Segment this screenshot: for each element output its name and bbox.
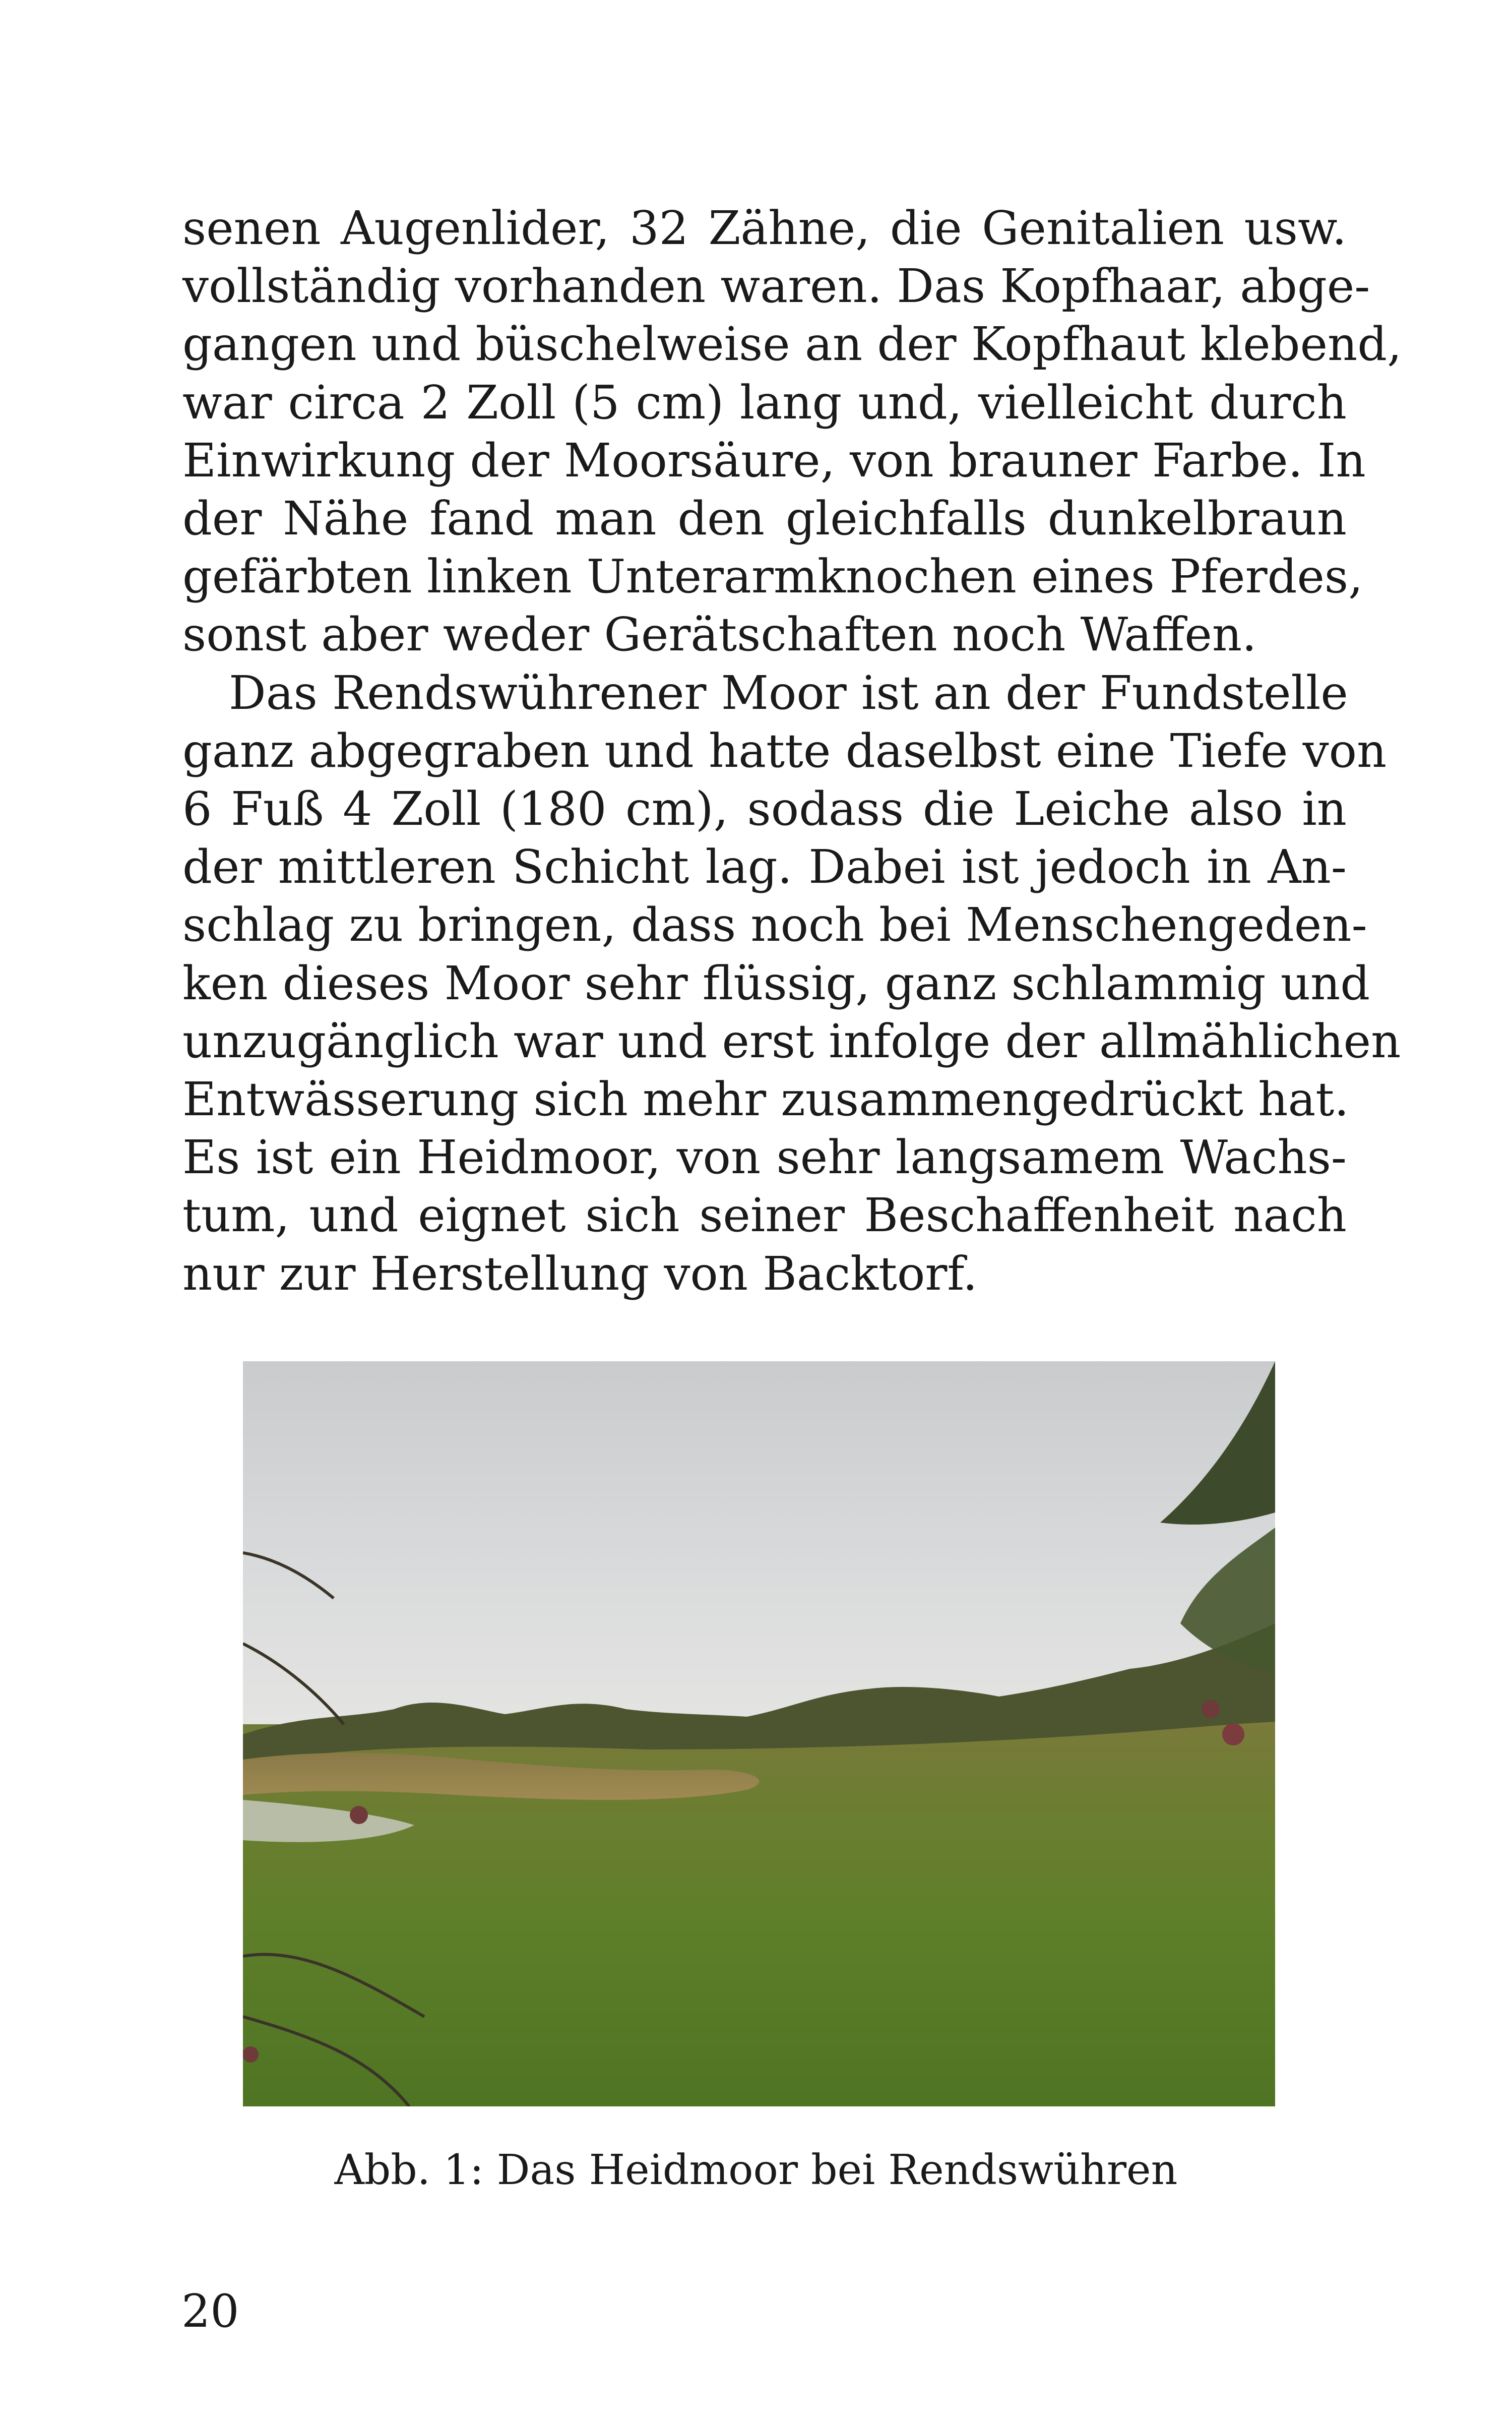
- text-line: Das Rendswührener Moor ist an der Fundstelle: [229, 666, 1348, 720]
- text-line: 6 Fuß 4 Zoll (180 cm), sodass die Leiche also in: [182, 782, 1347, 836]
- text-line: vollständig vorhanden waren. Das Kopfhaar, abge-: [182, 259, 1370, 314]
- text-line: Entwässerung sich mehr zusammengedrückt hat.: [182, 1072, 1349, 1127]
- text-line: der mittleren Schicht lag. Dabei ist jedoch in An-: [182, 840, 1347, 894]
- text-line: senen Augenlider, 32 Zähne, die Genitalien usw.: [182, 201, 1347, 255]
- text-line: ken dieses Moor sehr flüssig, ganz schlammig und: [182, 956, 1370, 1010]
- figure-caption: Abb. 1: Das Heidmoor bei Rendswühren: [334, 2146, 1178, 2194]
- text-line: Einwirkung der Moorsäure, von brauner Farbe. In: [182, 433, 1366, 488]
- text-line: sonst aber weder Gerätschaften noch Waffen.: [182, 608, 1257, 662]
- text-line: gangen und büschelweise an der Kopfhaut klebend,: [182, 317, 1402, 372]
- text-line: unzugänglich war und erst infolge der allmählichen: [182, 1014, 1401, 1068]
- text-line: war circa 2 Zoll (5 cm) lang und, vielleicht durch: [182, 375, 1347, 430]
- text-line: gefärbten linken Unterarmknochen eines Pferdes,: [182, 550, 1363, 604]
- text-line: schlag zu bringen, dass noch bei Menschengeden-: [182, 898, 1367, 952]
- text-line: tum, und eignet sich seiner Beschaffenheit nach: [182, 1188, 1347, 1243]
- text-line: der Nähe fand man den gleichfalls dunkelbraun: [182, 492, 1347, 546]
- moor-landscape-photo: [243, 1361, 1275, 2106]
- text-line: Es ist ein Heidmoor, von sehr langsamem Wachs-: [182, 1130, 1347, 1185]
- text-line: nur zur Herstellung von Backtorf.: [182, 1246, 978, 1301]
- text-line: ganz abgegraben und hatte daselbst eine Tiefe von: [182, 723, 1387, 778]
- body-text: [182, 199, 1402, 1303]
- page-number: 20: [181, 2285, 239, 2338]
